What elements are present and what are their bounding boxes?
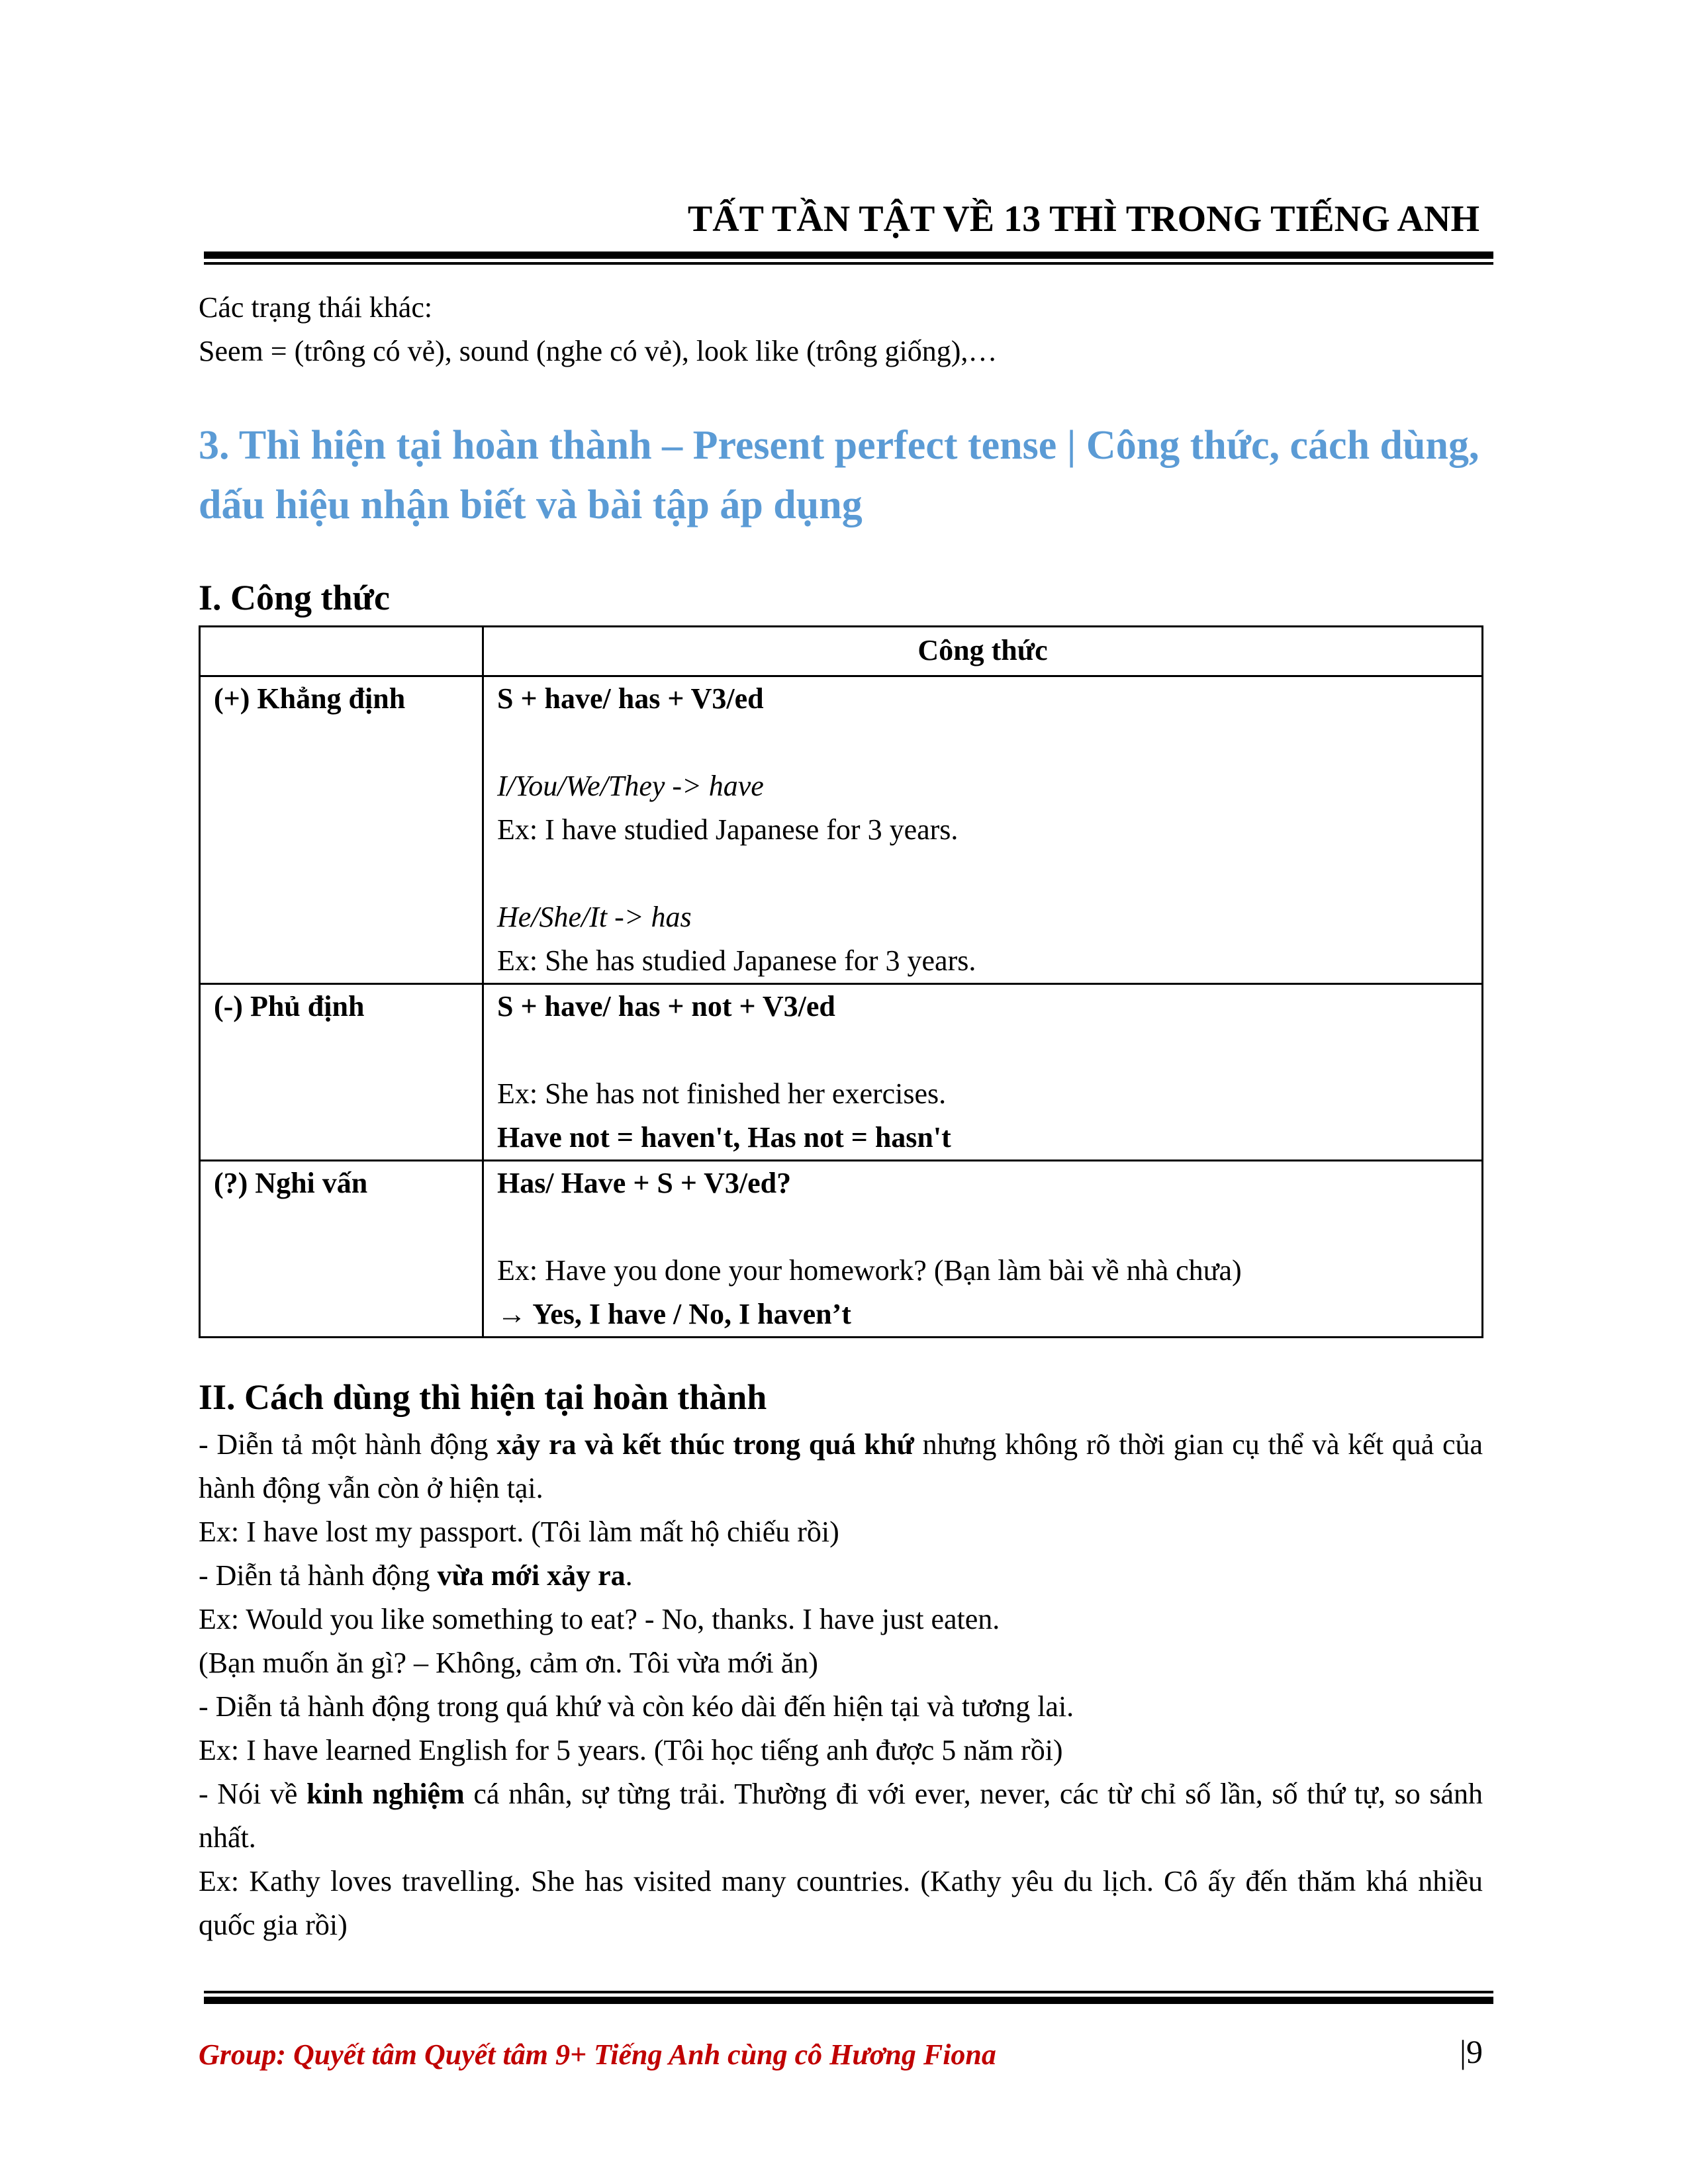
usage-point-2: - Diễn tả hành động vừa mới xảy ra. (199, 1559, 633, 1592)
affirmative-content (483, 676, 1483, 984)
negative-content (483, 984, 1483, 1161)
usage-example-2-translation: (Bạn muốn ăn gì? – Không, cảm ơn. Tôi vừa mới ăn) (199, 1647, 818, 1679)
negative-formula: S + have/ has + not + V3/ed (497, 990, 835, 1023)
affirmative-example-1: Ex: I have studied Japanese for 3 years. (497, 813, 959, 846)
intro-line-1: Các trạng thái khác: (199, 291, 433, 324)
affirmative-note-2: He/She/It -> has (497, 901, 692, 933)
footer-divider (204, 1991, 1493, 2004)
footer-group-text: Group: Quyết tâm Quyết tâm 9+ Tiếng Anh cùng cô Hương Fiona (199, 2038, 996, 2071)
usage-example-4: Ex: Kathy loves travelling. She has visited many countries. (Kathy yêu du lịch. Cô ấy đến thăm khá nhiều quốc gia rồi) (199, 1865, 1483, 1941)
table-header-empty-cell (200, 627, 483, 676)
question-answer: → Yes, I have / No, I haven’t (497, 1298, 851, 1330)
usage-point-4: - Nói về kinh nghiệm cá nhân, sự từng trải. Thường đi với ever, never, các từ chỉ số lần, số thứ tự, so sánh nhất. (199, 1778, 1483, 1854)
usage-heading: II. Cách dùng thì hiện tại hoàn thành (199, 1377, 767, 1417)
negative-example: Ex: She has not finished her exercises. (497, 1077, 947, 1110)
usage-example-3: Ex: I have learned English for 5 years. (Tôi học tiếng anh được 5 năm rồi) (199, 1734, 1063, 1766)
section-title: 3. Thì hiện tại hoàn thành – Present perfect tense | Công thức, cách dùng, dấu hiệu nhận biết và bài tập áp dụng (199, 423, 1479, 527)
header-divider (204, 251, 1493, 265)
negative-label: (-) Phủ định (200, 984, 483, 1161)
question-formula: Has/ Have + S + V3/ed? (497, 1167, 792, 1199)
affirmative-label: (+) Khẳng định (200, 676, 483, 984)
formula-table (199, 625, 1483, 1338)
table-row-affirmative (200, 676, 1483, 984)
table-row-question (200, 1161, 1483, 1338)
page-number: |9 (1459, 2033, 1483, 2070)
intro-line-2: Seem = (trông có vẻ), sound (nghe có vẻ), look like (trông giống),… (199, 335, 998, 367)
negative-contraction-note: Have not = haven't, Has not = hasn't (497, 1121, 951, 1154)
usage-block (199, 1423, 1483, 1947)
question-content (483, 1161, 1483, 1338)
usage-point-3: - Diễn tả hành động trong quá khứ và còn kéo dài đến hiện tại và tương lai. (199, 1690, 1074, 1723)
affirmative-formula: S + have/ has + V3/ed (497, 682, 764, 715)
question-example: Ex: Have you done your homework? (Bạn làm bài về nhà chưa) (497, 1254, 1242, 1287)
table-header-cell: Công thức (483, 627, 1483, 676)
page-header-title: TẤT TẦN TẬT VỀ 13 THÌ TRONG TIẾNG ANH (687, 199, 1479, 240)
usage-example-2: Ex: Would you like something to eat? - No, thanks. I have just eaten. (199, 1603, 1000, 1635)
table-header-row (200, 627, 1483, 676)
intro-block (199, 286, 1483, 373)
formula-heading: I. Công thức (199, 578, 390, 617)
affirmative-example-2: Ex: She has studied Japanese for 3 years. (497, 944, 976, 977)
table-row-negative (200, 984, 1483, 1161)
affirmative-note-1: I/You/We/They -> have (497, 770, 764, 802)
usage-example-1: Ex: I have lost my passport. (Tôi làm mất hộ chiếu rồi) (199, 1516, 839, 1548)
question-label: (?) Nghi vấn (200, 1161, 483, 1338)
usage-point-1: - Diễn tả một hành động xảy ra và kết thúc trong quá khứ nhưng không rõ thời gian cụ thể và kết quả của hành động vẫn còn ở hiện tại. (199, 1428, 1483, 1504)
